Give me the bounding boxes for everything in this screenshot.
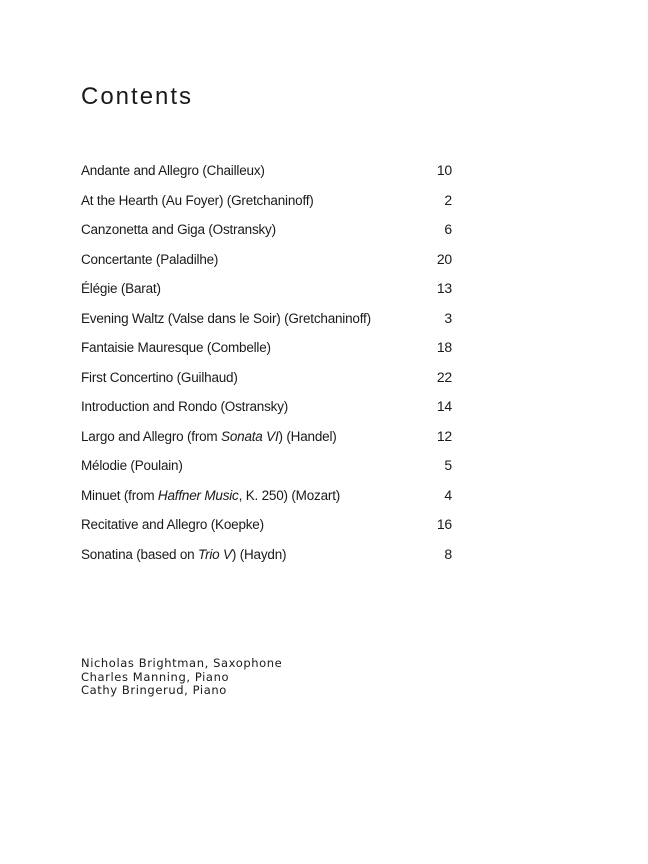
toc-row [81, 428, 452, 458]
toc-title-text: , K. 250) (Mozart) [238, 487, 341, 503]
toc-title-text: ) (Handel) [278, 428, 337, 444]
toc-page-number: 10 [436, 162, 452, 178]
performer-credits [81, 657, 282, 698]
toc-page-number: 22 [436, 368, 452, 385]
credit-line: Cathy Bringerud, Piano [81, 683, 227, 697]
toc-page-number: 6 [444, 221, 452, 237]
toc-entry-title [81, 429, 337, 444]
toc-entry-title: Concertante (Paladilhe) [81, 251, 219, 267]
toc-row [81, 192, 452, 222]
toc-page-number: 20 [436, 250, 452, 267]
toc-title-text: Largo and Allegro (from [81, 428, 222, 444]
toc-title-italic: Sonata VI [221, 428, 279, 444]
toc-title-text: Sonatina (based on [81, 546, 199, 562]
toc-page-number: 13 [436, 280, 452, 296]
toc-page-number: 2 [444, 191, 452, 208]
toc-entry-title: Introduction and Rondo (Ostransky) [81, 399, 289, 414]
toc-page-number: 16 [436, 516, 452, 532]
toc-entry-title: Andante and Allegro (Chailleux) [81, 163, 265, 178]
toc-page-number: 14 [436, 398, 452, 414]
toc-row [81, 398, 452, 428]
toc-title-italic: Trio V [198, 546, 232, 562]
table-of-contents [81, 162, 452, 575]
toc-title-text: Minuet (from [81, 487, 158, 503]
page-title: Contents [81, 83, 194, 110]
toc-entry-title: At the Hearth (Au Foyer) (Gretchaninoff) [81, 192, 314, 208]
toc-page-number: 5 [444, 457, 452, 473]
toc-entry-title: Fantaisie Mauresque (Combelle) [81, 340, 271, 355]
toc-row [81, 251, 452, 281]
toc-entry-title: Evening Waltz (Valse dans le Soir) (Gretchaninoff) [81, 310, 371, 326]
credit-line: Nicholas Brightman, Saxophone [81, 656, 283, 670]
toc-entry-title: Recitative and Allegro (Koepke) [81, 517, 264, 532]
toc-row [81, 221, 452, 251]
toc-entry-title: Élégie (Barat) [81, 281, 161, 296]
toc-row [81, 339, 452, 369]
toc-row [81, 516, 452, 546]
toc-row [81, 487, 452, 517]
toc-page-number: 12 [436, 427, 452, 444]
toc-page-number: 8 [444, 545, 452, 562]
toc-entry-title: First Concertino (Guilhaud) [81, 369, 238, 385]
toc-entry-title [81, 547, 286, 562]
toc-entry-title: Canzonetta and Giga (Ostransky) [81, 222, 276, 237]
toc-title-text: ) (Haydn) [231, 546, 287, 562]
toc-row [81, 162, 452, 192]
toc-page-number: 18 [436, 339, 452, 355]
toc-page-number: 4 [444, 486, 452, 503]
toc-row [81, 280, 452, 310]
toc-row [81, 369, 452, 399]
toc-entry-title [81, 488, 340, 503]
toc-row [81, 546, 452, 576]
toc-row [81, 310, 452, 340]
toc-entry-title: Mélodie (Poulain) [81, 458, 183, 473]
toc-title-italic: Haffner Music [157, 487, 239, 503]
credit-line: Charles Manning, Piano [81, 669, 230, 684]
toc-row [81, 457, 452, 487]
toc-page-number: 3 [444, 309, 452, 326]
